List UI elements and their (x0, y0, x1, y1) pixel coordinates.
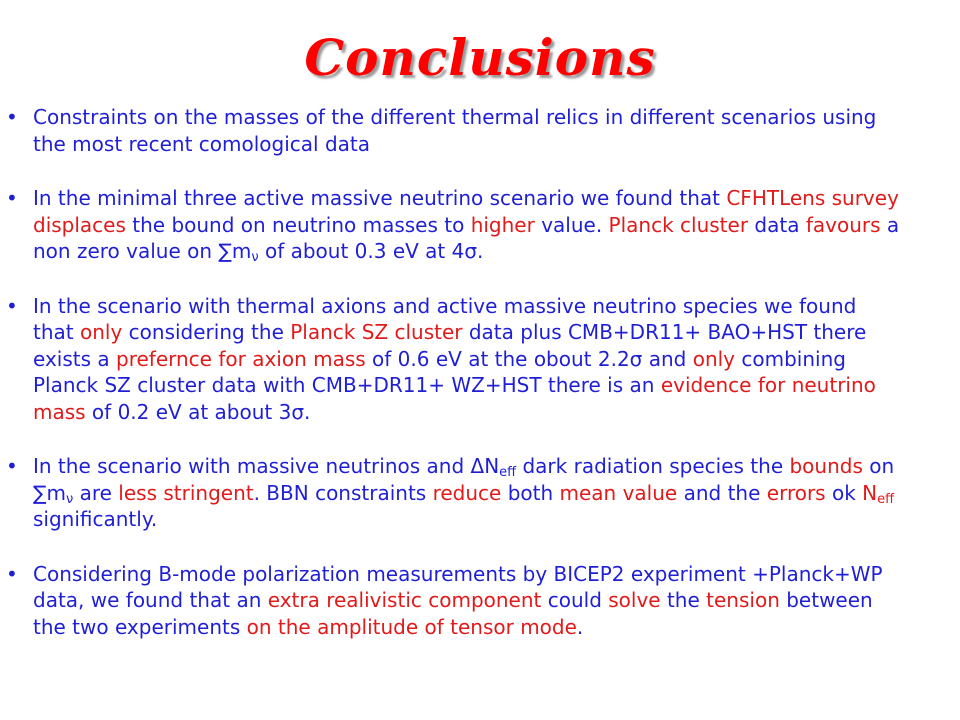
text-run: of 0.2 eV at about 3σ. (85, 399, 311, 424)
bullet-line (33, 293, 960, 320)
bullet-line (33, 372, 960, 399)
text-run: on (862, 454, 895, 478)
text-run: reduce (432, 480, 502, 505)
subscript-text: ν (65, 491, 74, 507)
bullet-item (0, 561, 960, 641)
text-run: mass (33, 399, 86, 424)
text-run: Planck cluster (608, 212, 749, 237)
text-run: solve (608, 588, 661, 612)
text-run: both (501, 480, 560, 505)
bullet-dot-icon: • (6, 293, 18, 318)
bullet-line (33, 238, 960, 265)
text-run: . (576, 614, 584, 639)
text-run: between (779, 588, 873, 612)
text-run: favours (805, 212, 881, 237)
text-run: only (692, 346, 736, 371)
text-run: and the (677, 480, 767, 505)
text-run: prefernce for axion mass (116, 346, 366, 371)
text-run: dark radiation species the (516, 454, 790, 478)
text-run: combining (735, 346, 846, 371)
text-run: of about 0.3 eV at 4σ. (258, 239, 484, 263)
text-run: In the scenario with thermal axions and active massive neutrino species we found (33, 293, 857, 318)
text-run: could (541, 588, 609, 612)
bullet-line (33, 561, 960, 588)
bullet-line (33, 614, 960, 641)
text-run: displaces (33, 212, 126, 237)
text-run: data (748, 212, 806, 237)
text-run: exists a (33, 346, 116, 371)
bullet-line (33, 453, 960, 480)
bullet-line (33, 506, 960, 533)
text-run: N (862, 480, 878, 505)
conclusions-list (0, 104, 960, 668)
slide-title: Conclusions (304, 28, 656, 87)
bullet-dot-icon: • (6, 454, 18, 478)
subscript-text: ν (251, 250, 259, 265)
text-run: CFHTLens survey (726, 186, 899, 210)
bullet-dot-icon: • (6, 186, 18, 210)
bullet-line (33, 587, 960, 614)
text-run: ∑m (33, 480, 66, 505)
text-run: Planck SZ cluster (290, 320, 463, 344)
text-run: a (880, 212, 900, 237)
text-run: the two experiments (33, 614, 247, 639)
text-run: Considering B-mode polarization measurements by BICEP2 experiment +Planck+WP (33, 561, 883, 586)
text-run: . BBN constraints (253, 480, 433, 505)
subscript-text: eff (499, 465, 517, 480)
bullet-dot-icon: • (6, 105, 18, 129)
text-run: non zero value on ∑m (33, 239, 252, 263)
text-run: ok (825, 480, 863, 505)
text-run: that (33, 320, 80, 344)
bullet-line (33, 185, 960, 212)
bullet-item (0, 104, 960, 157)
text-run: data plus CMB+DR11+ BAO+HST there (462, 320, 867, 344)
text-run: bounds (789, 454, 863, 478)
text-run: only (79, 320, 123, 344)
text-run: on the amplitude of tensor mode (246, 614, 577, 639)
bullet-line (33, 346, 960, 373)
text-run: tension (706, 588, 780, 612)
bullet-item (0, 293, 960, 426)
bullet-item (0, 185, 960, 265)
bullet-line (33, 319, 960, 346)
bullet-line (33, 399, 960, 426)
text-run: errors (766, 480, 826, 505)
text-run: Planck SZ cluster data with CMB+DR11+ WZ+HST there is an (33, 373, 661, 397)
text-run: evidence for neutrino (660, 373, 876, 397)
text-run: significantly. (33, 507, 158, 531)
subscript-text: eff (877, 491, 895, 507)
text-run: higher (470, 212, 535, 237)
text-run: considering the (122, 320, 291, 344)
text-run: In the scenario with massive neutrinos and ΔN (33, 454, 500, 478)
bullet-line (33, 131, 960, 158)
bullet-item (0, 453, 960, 533)
bullet-line (33, 480, 960, 507)
bullet-line (33, 104, 960, 131)
text-run: the most recent comological data (33, 131, 370, 156)
text-run: the (660, 588, 707, 612)
text-run: mean value (559, 480, 678, 505)
bullet-dot-icon: • (6, 561, 18, 586)
text-run: less stringent (118, 480, 254, 505)
text-run: Constraints on the masses of the different thermal relics in different scenarios using (33, 105, 877, 129)
text-run: are (73, 480, 119, 505)
text-run: extra realivistic component (267, 588, 542, 612)
text-run: of 0.6 eV at the obout 2.2σ and (365, 346, 693, 371)
text-run: value. (534, 212, 609, 237)
bullet-line (33, 212, 960, 239)
text-run: data, we found that an (33, 588, 268, 612)
text-run: In the minimal three active massive neutrino scenario we found that (33, 186, 727, 210)
text-run: the bound on neutrino masses to (125, 212, 471, 237)
